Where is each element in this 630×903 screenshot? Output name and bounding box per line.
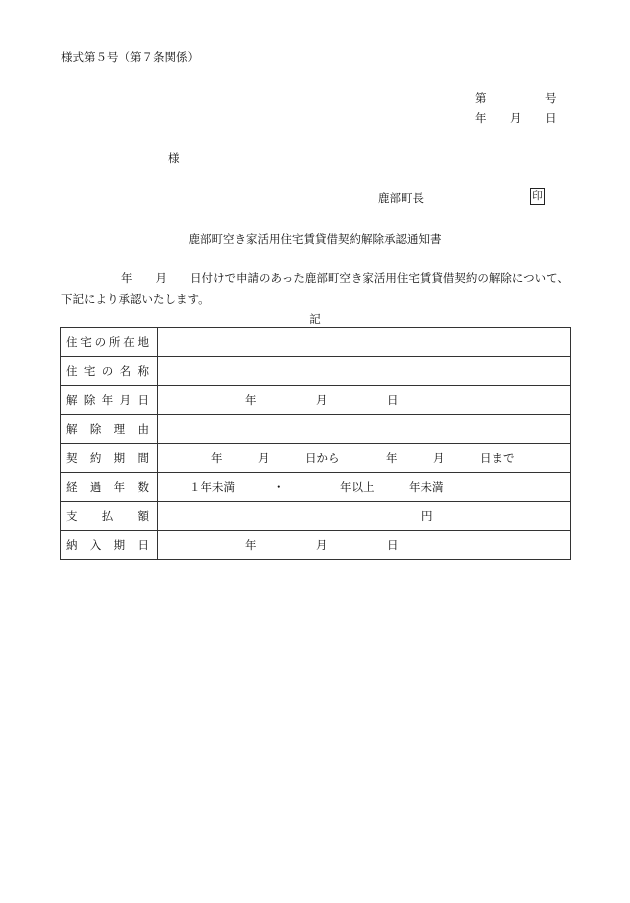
period-end-day: 日まで [480, 451, 515, 465]
value-cell-payment-due [158, 531, 571, 560]
due-month-unit: 月 [316, 538, 328, 552]
label-cell [61, 444, 158, 473]
label-cell [61, 473, 158, 502]
label-cell [61, 502, 158, 531]
issuer-name: 鹿部町長 [378, 191, 424, 205]
date-day-unit: 日 [387, 393, 399, 407]
due-year-unit: 年 [245, 538, 257, 552]
form-number: 様式第５号（第７条関係） [61, 50, 199, 64]
issue-number-suffix: 号 [545, 91, 557, 105]
due-day-unit: 日 [387, 538, 399, 552]
elapsed-under-one-year: １年未満 [189, 480, 235, 494]
table-row [61, 444, 571, 473]
label-cell [61, 531, 158, 560]
row-label-contract-period: 契約期間 [66, 451, 149, 465]
period-start-day: 日から [305, 451, 340, 465]
elapsed-separator: ・ [273, 480, 285, 494]
row-label-housing-name: 住宅の名称 [66, 364, 149, 378]
addressee: 様 [168, 151, 180, 165]
label-cell [61, 328, 158, 357]
period-end-month: 月 [433, 451, 445, 465]
body-line-2: 下記により承認いたします。 [61, 292, 210, 306]
issue-number [475, 90, 557, 106]
table-row [61, 473, 571, 502]
row-label-address: 住宅の所在地 [66, 335, 149, 349]
table-row [61, 386, 571, 415]
table-row [61, 502, 571, 531]
period-end-year: 年 [386, 451, 398, 465]
body-line-1: 年 月 日付けで申請のあった鹿部町空き家活用住宅賃貸借契約の解除について、 [121, 271, 569, 285]
issue-date-year: 年 [475, 111, 487, 125]
details-table [60, 327, 571, 560]
elapsed-years-under: 年未満 [409, 480, 444, 494]
label-cell [61, 386, 158, 415]
issue-number-prefix: 第 [475, 91, 487, 105]
label-cell [61, 357, 158, 386]
table-row [61, 531, 571, 560]
row-label-cancellation-date: 解除年月日 [66, 393, 149, 407]
yen-unit: 円 [421, 509, 433, 523]
period-start-month: 月 [258, 451, 270, 465]
value-cell-payment-amount [158, 502, 571, 531]
value-cell-reason [158, 415, 571, 444]
table-row [61, 328, 571, 357]
seal-mark: 印 [530, 188, 545, 205]
row-label-reason: 解除理由 [66, 422, 149, 436]
value-cell-housing-name [158, 357, 571, 386]
row-label-payment-amount: 支払額 [66, 509, 149, 523]
value-cell-cancellation-date [158, 386, 571, 415]
date-year-unit: 年 [245, 393, 257, 407]
value-cell-elapsed-years [158, 473, 571, 502]
body-text [61, 268, 569, 310]
period-start-year: 年 [211, 451, 223, 465]
issue-date-month: 月 [510, 111, 522, 125]
document-title: 鹿部町空き家活用住宅賃貸借契約解除承認通知書 [188, 232, 442, 246]
date-month-unit: 月 [316, 393, 328, 407]
ki-heading: 記 [309, 312, 321, 326]
row-label-payment-due: 納入期日 [66, 538, 149, 552]
issue-date-day: 日 [545, 111, 557, 125]
row-label-elapsed-years: 経過年数 [66, 480, 149, 494]
table-row [61, 357, 571, 386]
value-cell-contract-period [158, 444, 571, 473]
label-cell [61, 415, 158, 444]
value-cell-address [158, 328, 571, 357]
elapsed-years-over: 年以上 [340, 480, 375, 494]
table-row [61, 415, 571, 444]
